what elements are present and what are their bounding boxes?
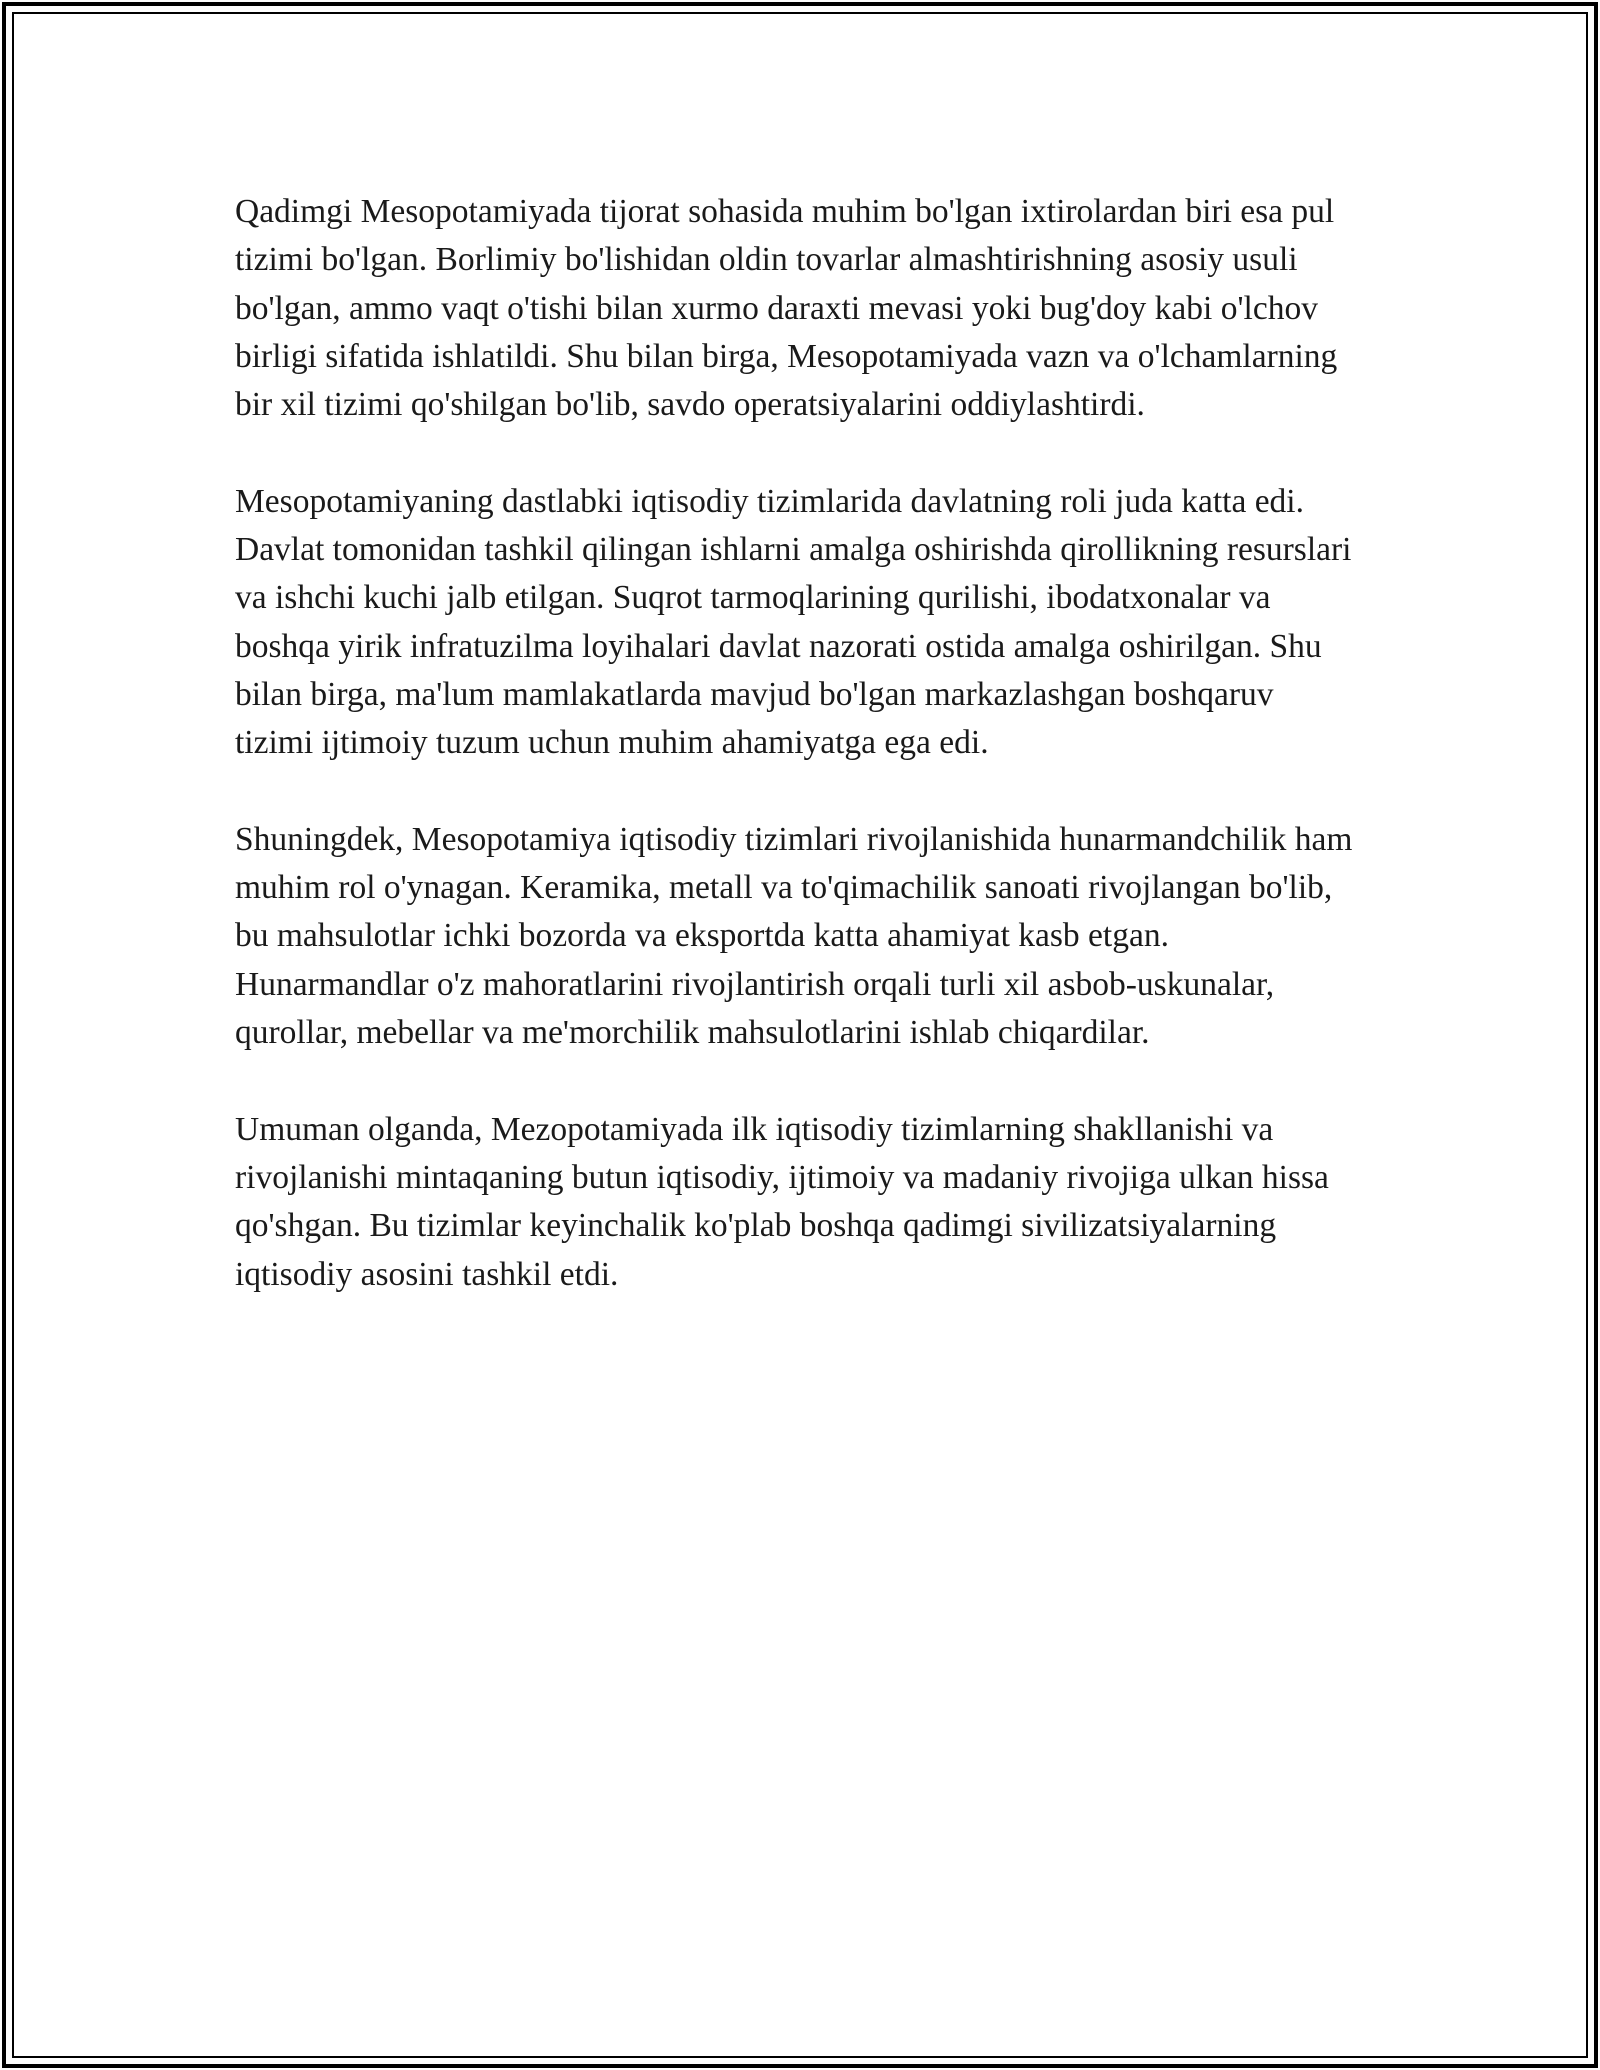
paragraph: Umuman olganda, Mezopotamiyada ilk iqtisodiy tizimlarning shakllanishi va rivojlanishi mintaqaning butun iqtisodiy, ijtimoiy va madaniy rivojiga ulkan hissa qo'shgan. Bu tizimlar keyinchalik ko'plab boshqa qadimgi sivilizatsiyalarning iqtisodiy asosini tashkil etdi.: [235, 1110, 1329, 1293]
paragraph: Qadimgi Mesopotamiyada tijorat sohasida muhim bo'lgan ixtirolardan biri esa pul tizimi bo'lgan. Borlimiy bo'lishidan oldin tovarlar almashtirishning asosiy usuli bo'lgan, ammo vaqt o'tishi bilan xurmo daraxti mevasi yoki bug'doy kabi o'lchov birligi sifatida ishlatildi. Shu bilan birga, Mesopotamiyada vazn va o'lchamlarning bir xil tizimi qo'shilgan bo'lib, savdo operatsiyalarini oddiylashtirdi.: [235, 193, 1338, 424]
paragraph: Shuningdek, Mesopotamiya iqtisodiy tizimlari rivojlanishida hunarmandchilik ham muhim rol o'ynagan. Keramika, metall va to'qimachilik sanoati rivojlangan bo'lib, bu mahsulotlar ichki bozorda va eksportda katta ahamiyat kasb etgan. Hunarmandlar o'z mahoratlarini rivojlantirish orqali turli xil asbob-uskunalar, qurollar, mebellar va me'morchilik mahsulotlarini ishlab chiqardilar.: [235, 820, 1353, 1052]
document-body: [235, 188, 1355, 1299]
paragraph: Mesopotamiyaning dastlabki iqtisodiy tizimlarida davlatning roli juda katta edi. Davlat tomonidan tashkil qilingan ishlarni amalga oshirishda qirollikning resurslari va ishchi kuchi jalb etilgan. Suqrot tarmoqlarining qurilishi, ibodatxonalar va boshqa yirik infratuzilma loyihalari davlat nazorati ostida amalga oshirilgan. Shu bilan birga, ma'lum mamlakatlarda mavjud bo'lgan markazlashgan boshqaruv tizimi ijtimoiy tuzum uchun muhim ahamiyatga ega edi.: [235, 482, 1352, 762]
